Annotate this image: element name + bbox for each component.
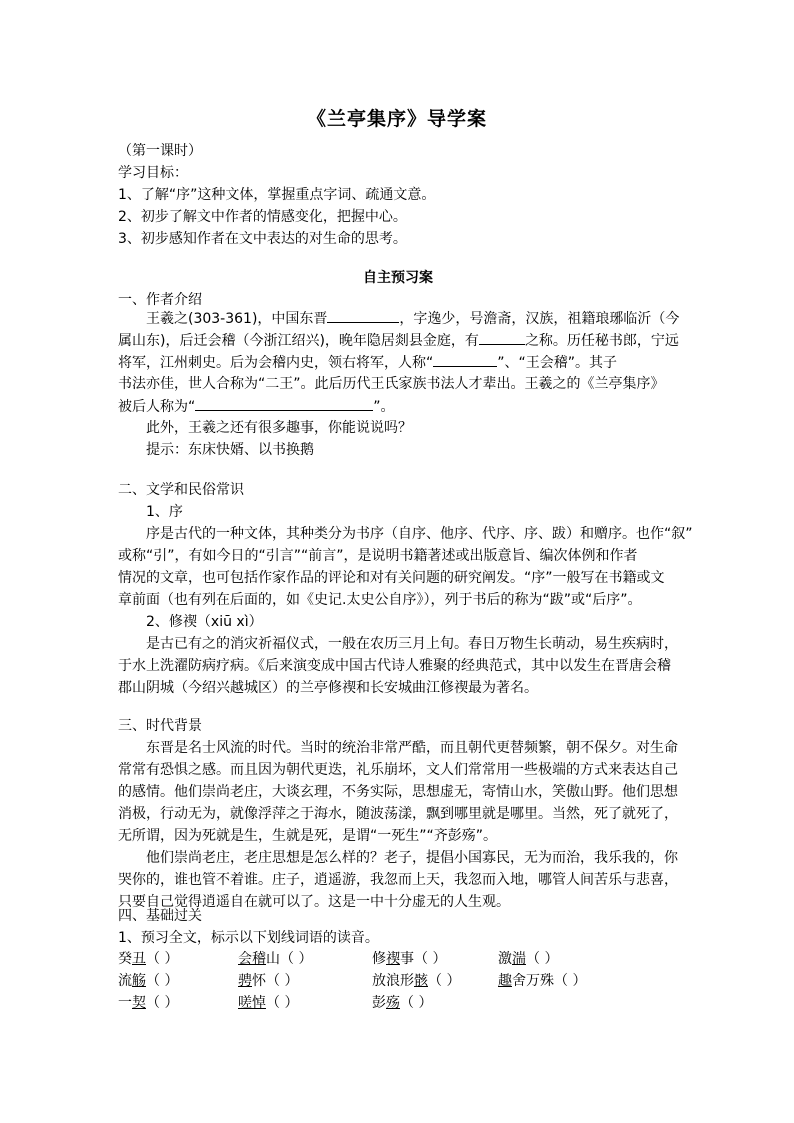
pinyin-row [118, 992, 678, 1014]
paragraph-line: 王羲之(303-361)，中国东晋 ，字逸少，号澹斋，汉族，祖籍琅琊临沂（今 [146, 307, 678, 330]
paragraph-line: 无所谓，因为死就是生，生就是死，是谓“一死生”“齐彭殇”。 [118, 828, 498, 844]
section-heading: 四、基础过关 [118, 908, 202, 924]
fill-blank[interactable] [195, 395, 373, 411]
paragraph-line: 郡山阴城（今绍兴越城区）的兰亭修禊和长安城曲江修禊最为著名。 [118, 680, 538, 696]
pinyin-row [118, 970, 678, 992]
pinyin-item[interactable]: 彭殇（ ） [372, 995, 433, 1011]
paragraph-line: 东晋是名士风流的时代。当时的统治非常严酷，而且朝代更替频繁，朝不保夕。对生命 [146, 740, 678, 756]
fill-blank[interactable] [327, 307, 399, 323]
subsection-heading: 1、序 [146, 504, 183, 520]
pinyin-item[interactable]: 放浪形骸（ ） [372, 973, 461, 989]
pinyin-grid [118, 948, 678, 1014]
paragraph-line: 章前面（也有列在后面的，如《史记.太史公自序》），列于书后的称为“跋”或“后序”。 [118, 592, 642, 608]
paragraph-line: 情况的文章，也可包括作家作品的评论和对有关问题的研究阐发。“序”一般写在书籍或文 [118, 570, 665, 586]
paragraph-line: 被后人称为“ ”。 [118, 395, 678, 418]
question-line: 此外，王羲之还有很多趣事，你能说说吗？ [146, 420, 412, 436]
lesson-label: （第一课时） [118, 143, 202, 159]
paragraph-line: 于水上洗濯防病疗病。《后来演变成中国古代诗人雅聚的经典范式，其中以发生在晋唐会稽 [118, 658, 671, 674]
subsection-heading: 2、修禊（xiū xì） [146, 614, 263, 630]
fill-blank[interactable] [433, 351, 497, 367]
pinyin-item[interactable]: 修禊事（ ） [372, 951, 447, 967]
pinyin-item[interactable]: 激湍（ ） [498, 951, 559, 967]
pinyin-item[interactable]: 一契（ ） [118, 995, 179, 1011]
task-line: 1、预习全文，标示以下划线词语的读音。 [118, 930, 379, 946]
section-heading: 三、时代背景 [118, 718, 202, 734]
pinyin-item[interactable]: 趣舍万殊（ ） [498, 973, 587, 989]
document-title: 《兰亭集序》导学案 [306, 108, 487, 130]
paragraph-line: 属山东)，后迁会稽（今浙江绍兴)，晚年隐居剡县金庭，有 之称。历任秘书郎，宁远 [118, 329, 678, 352]
pinyin-item[interactable]: 癸丑（ ） [118, 951, 179, 967]
fill-blank[interactable] [479, 329, 525, 345]
paragraph-line: 消极，行动无为，就像浮萍之于海水，随波荡漾，飘到哪里就是哪里。当然，死了就死了， [118, 806, 678, 822]
hint-line: 提示：东床快婿、以书换鹅 [146, 442, 314, 458]
goal-item: 2、初步了解文中作者的情感变化，把握中心。 [118, 209, 407, 225]
paragraph-line: 序是古代的一种文体，其种类分为书序（自序、他序、代序、序、跋）和赠序。也作“叙” [146, 526, 693, 542]
paragraph-line: 是古已有之的消灾祈福仪式，一般在农历三月上旬。春日万物生长萌动，易生疾病时， [146, 636, 678, 652]
paragraph-line: 或称“引”，有如今日的“引言”“前言”，是说明书籍著述或出版意旨、编次体例和作者 [118, 548, 638, 564]
pinyin-item[interactable]: 流觞（ ） [118, 973, 179, 989]
paragraph-line: 常常有恐惧之感。而且因为朝代更迭，礼乐崩坏，文人们常常用一些极端的方式来表达自己 [118, 762, 678, 778]
paragraph-line: 书法亦佳，世人合称为“二王”。此后历代王氏家族书法人才辈出。王羲之的《兰亭集序》 [118, 376, 665, 392]
paragraph-line: 哭你的，谁也管不着谁。庄子，逍遥游，我忽而上天，我忽而入地，哪管人间苦乐与悲喜， [118, 872, 678, 888]
paragraph-line: 将军，江州刺史。后为会稽内史，领右将军，人称“ ”、“王会稽”。其子 [118, 351, 678, 374]
paragraph-line: 他们崇尚老庄，老庄思想是怎么样的？老子，提倡小国寡民，无为而治，我乐我的，你 [146, 850, 678, 866]
goal-item: 3、初步感知作者在文中表达的对生命的思考。 [118, 231, 407, 247]
preview-heading: 自主预习案 [363, 270, 433, 286]
section-heading: 一、作者介绍 [118, 292, 202, 308]
pinyin-item[interactable]: 会稽山（ ） [238, 951, 313, 967]
goal-item: 1、了解“序”这种文体，掌握重点字词、疏通文意。 [118, 187, 436, 203]
section-heading: 二、文学和民俗常识 [118, 482, 244, 498]
pinyin-row [118, 948, 678, 970]
pinyin-item[interactable]: 嗟悼（ ） [238, 995, 299, 1011]
pinyin-item[interactable]: 骋怀（ ） [238, 973, 299, 989]
paragraph-line: 只要自己觉得逍遥自在就可以了。这是一中十分虚无的人生观。 [118, 894, 510, 910]
goals-heading: 学习目标： [118, 165, 188, 181]
paragraph-line: 的感情。他们崇尚老庄，大谈玄理，不务实际，思想虚无，寄情山水，笑傲山野。他们思想 [118, 784, 678, 800]
